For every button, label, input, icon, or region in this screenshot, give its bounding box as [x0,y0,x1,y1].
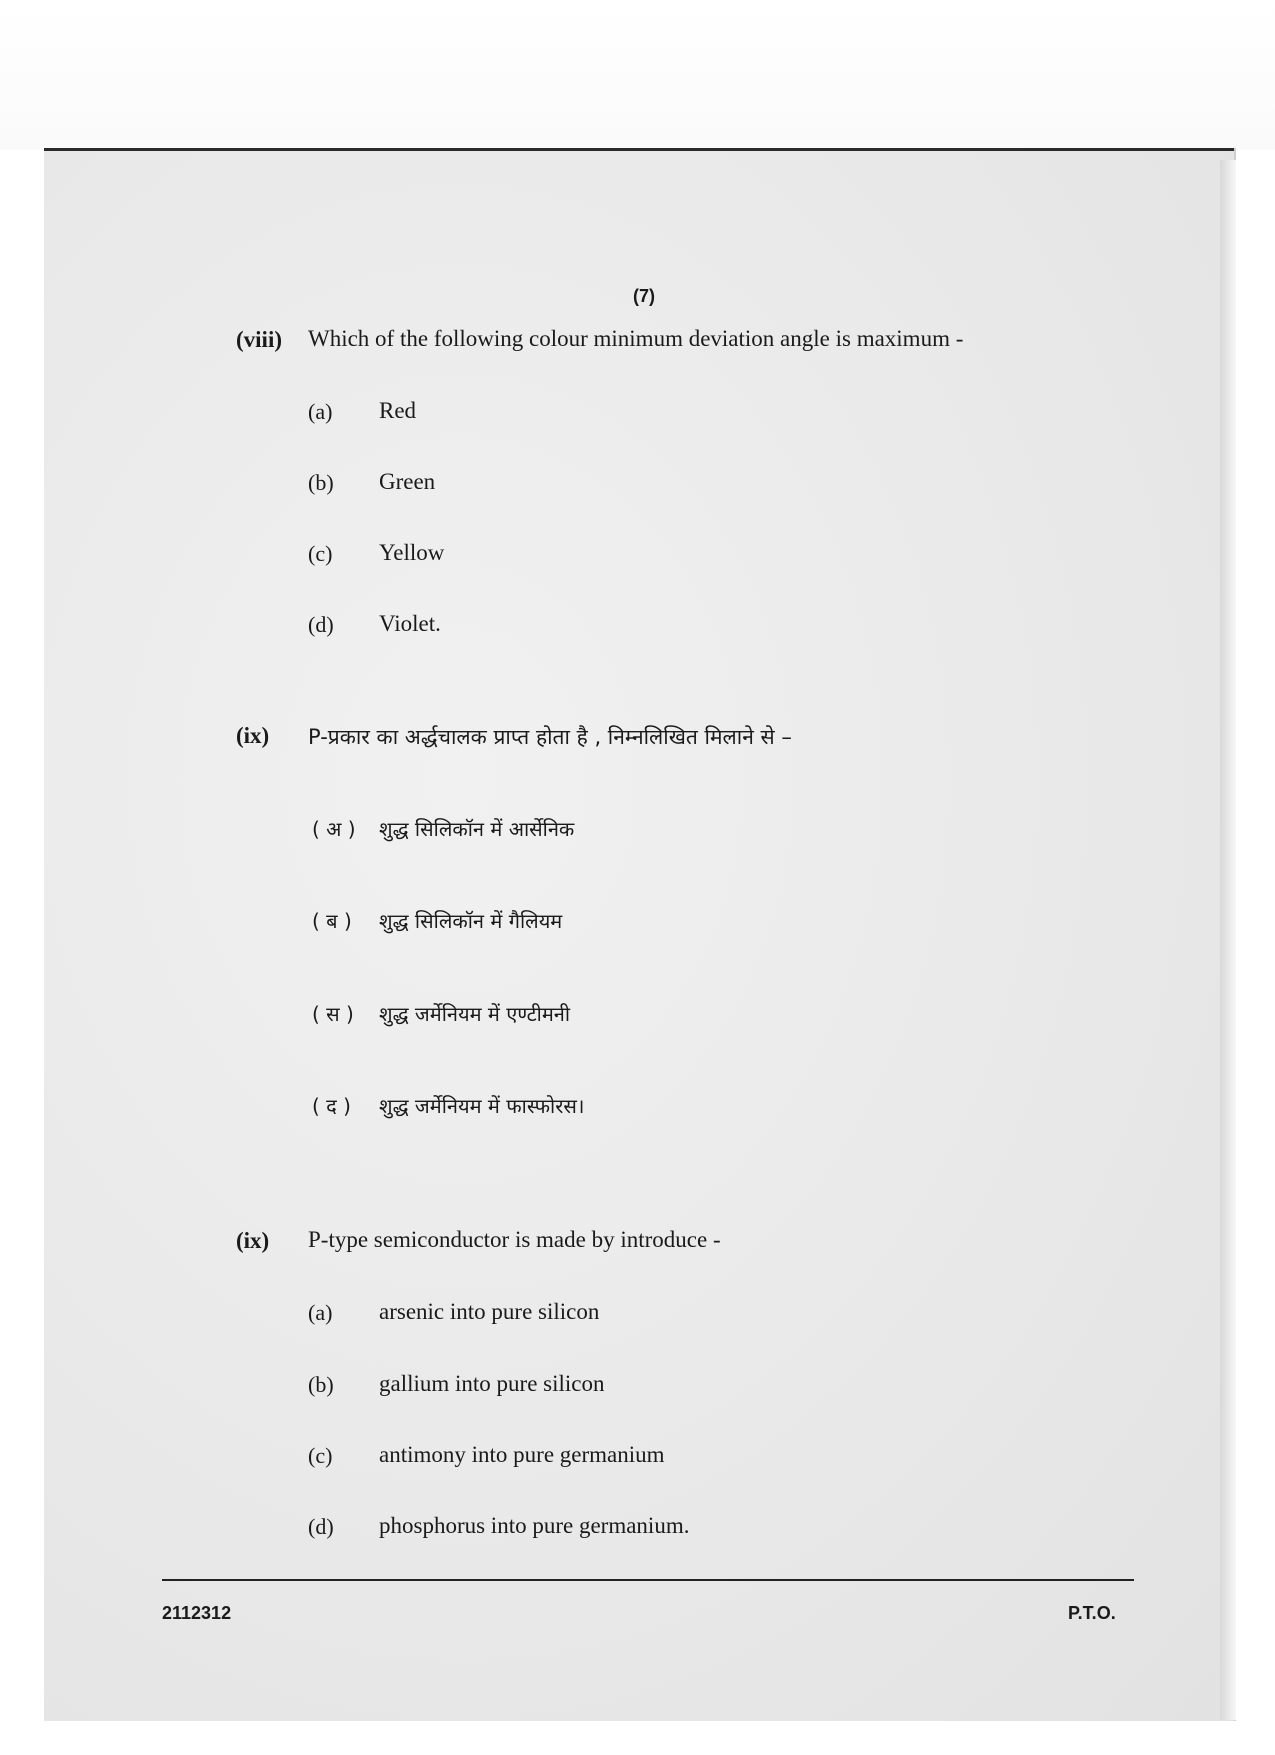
question-number: (ix) [236,1228,270,1253]
option-label: ( स ) [312,1002,354,1026]
question-text: P-type semiconductor is made by introduce - [308,1227,721,1252]
option-label: (d) [308,1514,334,1539]
option-text: Red [379,398,417,423]
option-text: Green [379,469,436,494]
option-label: ( द ) [312,1094,351,1118]
scan-background [0,0,1275,150]
option-text: शुद्ध सिलिकॉन में आर्सेनिक [379,817,575,841]
option-text: शुद्ध जर्मेनियम में फास्फोरस। [379,1094,585,1118]
option-text: शुद्ध जर्मेनियम में एण्टीमनी [379,1002,571,1026]
question-number: (viii) [236,327,282,352]
option-label: (a) [308,1300,333,1325]
question-number: (ix) [236,723,270,748]
option-label: (c) [308,541,333,566]
page-edge [1220,160,1236,1720]
option-text: arsenic into pure silicon [379,1299,600,1324]
option-text: Violet. [379,611,441,636]
option-text: gallium into pure silicon [379,1371,605,1396]
paper-code: 2112312 [162,1603,232,1623]
page-number: (7) [633,286,655,306]
option-label: (b) [308,470,334,495]
option-label: ( अ ) [312,817,356,841]
option-label: (c) [308,1443,333,1468]
option-text: phosphorus into pure germanium. [379,1513,690,1538]
option-label: (a) [308,399,333,424]
option-label: ( ब ) [312,909,352,933]
footer-divider [162,1579,1134,1581]
option-text: शुद्ध सिलिकॉन में गैलियम [379,909,563,933]
option-text: antimony into pure germanium [379,1442,665,1467]
option-label: (d) [308,612,334,637]
question-text: P-प्रकार का अर्द्धचालक प्राप्त होता है , निम्नलिखित मिलाने से – [308,725,792,749]
exam-page [44,148,1234,1721]
pto-label: P.T.O. [1068,1603,1116,1623]
option-text: Yellow [379,540,445,565]
question-text: Which of the following colour minimum deviation angle is maximum - [308,326,964,351]
option-label: (b) [308,1372,334,1397]
